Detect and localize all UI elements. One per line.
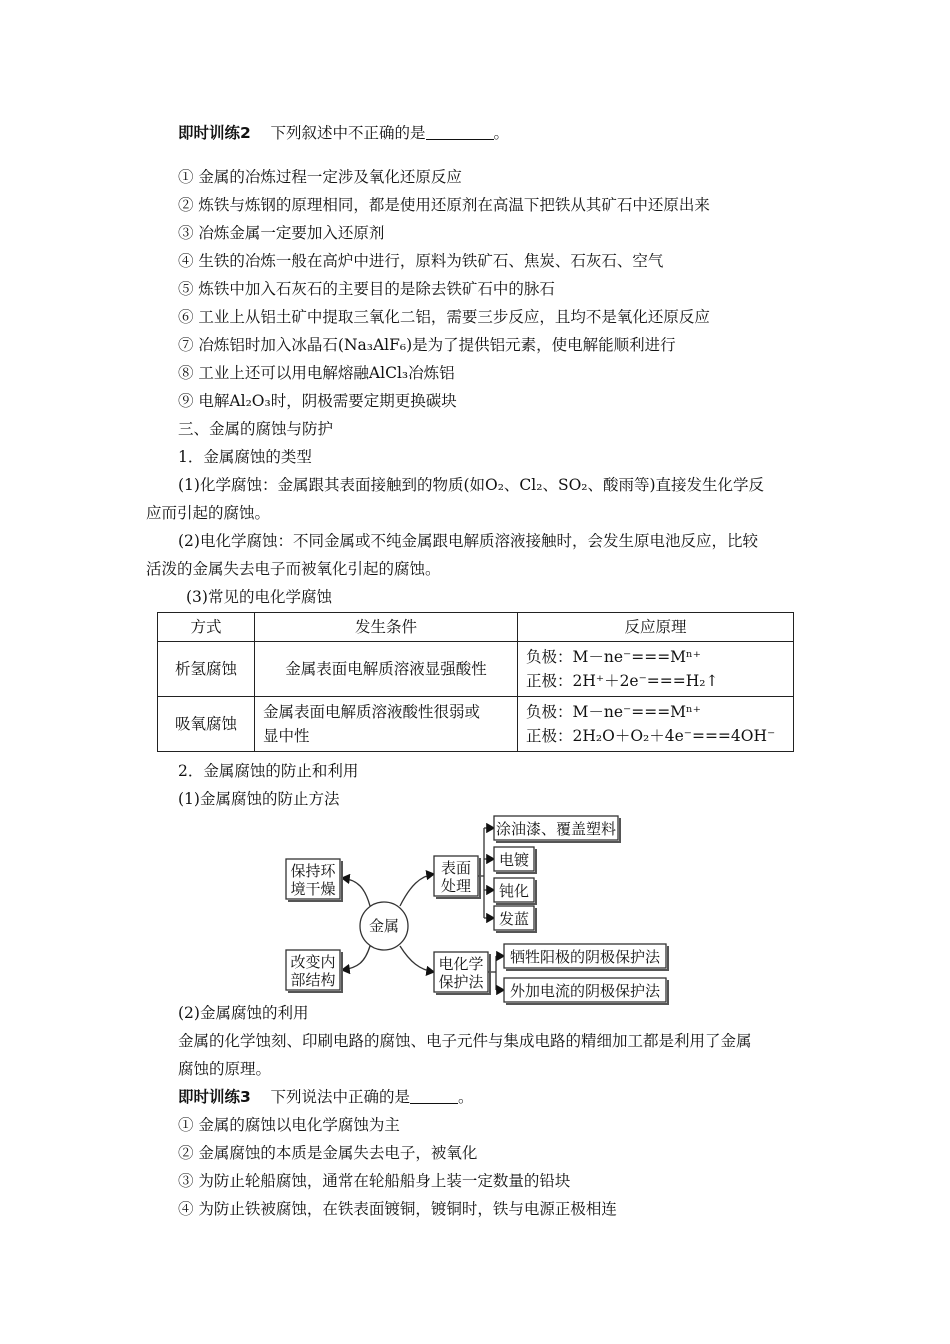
negative-label: 负极： [526, 648, 573, 666]
table-cell [518, 642, 794, 697]
diagram-left-bottom: 改变内 [290, 953, 336, 971]
positive-equation: 2H⁺＋2e⁻===H₂↑ [572, 672, 719, 690]
table-cell [255, 697, 518, 752]
practice3-item: ① 金属的腐蚀以电化学腐蚀为主 [178, 1116, 400, 1134]
diagram-electro: 电化学 [438, 955, 484, 973]
diagram-surface-item: 发蓝 [498, 910, 530, 928]
table-cell: 金属表面电解质溶液显强酸性 [255, 642, 518, 697]
corrosion-table [157, 612, 794, 752]
practice2-text: 下列叙述中不正确的是 [270, 124, 426, 142]
diagram-surface-item: 涂油漆、覆盖塑料 [495, 820, 617, 838]
practice2-item: ③ 冶炼金属一定要加入还原剂 [178, 224, 385, 242]
diagram-left-top: 保持环 [290, 862, 336, 880]
practice2-item: ④ 生铁的冶炼一般在高炉中进行，原料为铁矿石、焦炭、石灰石、空气 [178, 252, 664, 270]
condition-line: 金属表面电解质溶液酸性很弱或 [263, 703, 481, 721]
table-row [158, 697, 794, 752]
negative-equation: M－ne⁻===Mⁿ⁺ [572, 703, 701, 721]
practice2-question [178, 122, 509, 144]
answer-blank [410, 1087, 458, 1104]
prevention-diagram [270, 810, 680, 1010]
positive-equation: 2H₂O＋O₂＋4e⁻===4OH⁻ [572, 727, 776, 745]
paragraph-line: 应而引起的腐蚀。 [146, 504, 271, 522]
practice3-question [178, 1086, 474, 1108]
practice2-item: ① 金属的冶炼过程一定涉及氧化还原反应 [178, 168, 462, 186]
practice3-item: ③ 为防止轮船腐蚀，通常在轮船船身上装一定数量的铅块 [178, 1172, 571, 1190]
diagram-electro-item: 外加电流的阴极保护法 [509, 982, 661, 1000]
practice2-item: ⑧ 工业上还可以用电解熔融AlCl₃冶炼铝 [178, 364, 455, 382]
paragraph-line: (1)化学腐蚀：金属跟其表面接触到的物质(如O₂、Cl₂、SO₂、酸雨等)直接发生化学反 [178, 476, 765, 494]
diagram-left-top: 境干燥 [290, 880, 336, 898]
table-row [158, 642, 794, 697]
paragraph-line: (2)金属腐蚀的利用 [178, 1004, 309, 1022]
diagram-electro: 保护法 [438, 973, 484, 991]
practice3-item: ② 金属腐蚀的本质是金属失去电子，被氧化 [178, 1144, 478, 1162]
diagram-electro-item: 牺牲阳极的阴极保护法 [509, 948, 661, 966]
table-header: 方式 [158, 613, 255, 642]
positive-label: 正极： [526, 672, 573, 690]
negative-equation: M－ne⁻===Mⁿ⁺ [572, 648, 701, 666]
section-title: 三、金属的腐蚀与防护 [178, 420, 334, 438]
diagram-surface-item: 电镀 [498, 851, 530, 869]
table-cell: 析氢腐蚀 [158, 642, 255, 697]
practice3-item: ④ 为防止铁被腐蚀，在铁表面镀铜，镀铜时，铁与电源正极相连 [178, 1200, 617, 1218]
positive-label: 正极： [526, 727, 573, 745]
answer-blank [426, 123, 494, 140]
practice3-label: 即时训练3 [178, 1088, 251, 1106]
diagram-left-bottom: 部结构 [290, 971, 336, 989]
table-header-row [158, 613, 794, 642]
table-cell [518, 697, 794, 752]
practice3-end: 。 [458, 1088, 474, 1106]
practice2-label: 即时训练2 [178, 124, 251, 142]
practice2-item: ⑨ 电解Al₂O₃时，阴极需要定期更换碳块 [178, 392, 457, 410]
diagram-center: 金属 [368, 917, 400, 935]
diagram-surface: 处理 [440, 877, 472, 895]
paragraph-line: 活泼的金属失去电子而被氧化引起的腐蚀。 [146, 560, 441, 578]
negative-label: 负极： [526, 703, 573, 721]
practice2-item: ⑦ 冶炼铝时加入冰晶石(Na₃AlF₆)是为了提供铝元素，使电解能顺利进行 [178, 336, 676, 354]
practice2-item: ⑥ 工业上从铝土矿中提取三氧化二铝，需要三步反应，且均不是氧化还原反应 [178, 308, 710, 326]
practice2-item: ⑤ 炼铁中加入石灰石的主要目的是除去铁矿石中的脉石 [178, 280, 555, 298]
practice2-item: ② 炼铁与炼钢的原理相同，都是使用还原剂在高温下把铁从其矿石中还原出来 [178, 196, 710, 214]
practice2-end: 。 [493, 124, 510, 142]
subsection-title: 2．金属腐蚀的防止和利用 [178, 762, 359, 780]
paragraph-line: (1)金属腐蚀的防止方法 [178, 790, 340, 808]
paragraph-line: 金属的化学蚀刻、印刷电路的腐蚀、电子元件与集成电路的精细加工都是利用了金属 [178, 1032, 752, 1050]
practice3-text: 下列说法中正确的是 [270, 1088, 411, 1106]
paragraph-line: 腐蚀的原理。 [178, 1060, 272, 1078]
table-header: 反应原理 [518, 613, 794, 642]
diagram-surface: 表面 [440, 859, 472, 877]
table-cell: 吸氧腐蚀 [158, 697, 255, 752]
paragraph-line: (2)电化学腐蚀：不同金属或不纯金属跟电解质溶液接触时，会发生原电池反应，比较 [178, 532, 758, 550]
paragraph-line: (3)常见的电化学腐蚀 [186, 588, 332, 606]
diagram-surface-item: 钝化 [498, 882, 530, 900]
table-header: 发生条件 [255, 613, 518, 642]
subsection-title: 1．金属腐蚀的类型 [178, 448, 312, 466]
condition-line: 显中性 [263, 727, 310, 745]
